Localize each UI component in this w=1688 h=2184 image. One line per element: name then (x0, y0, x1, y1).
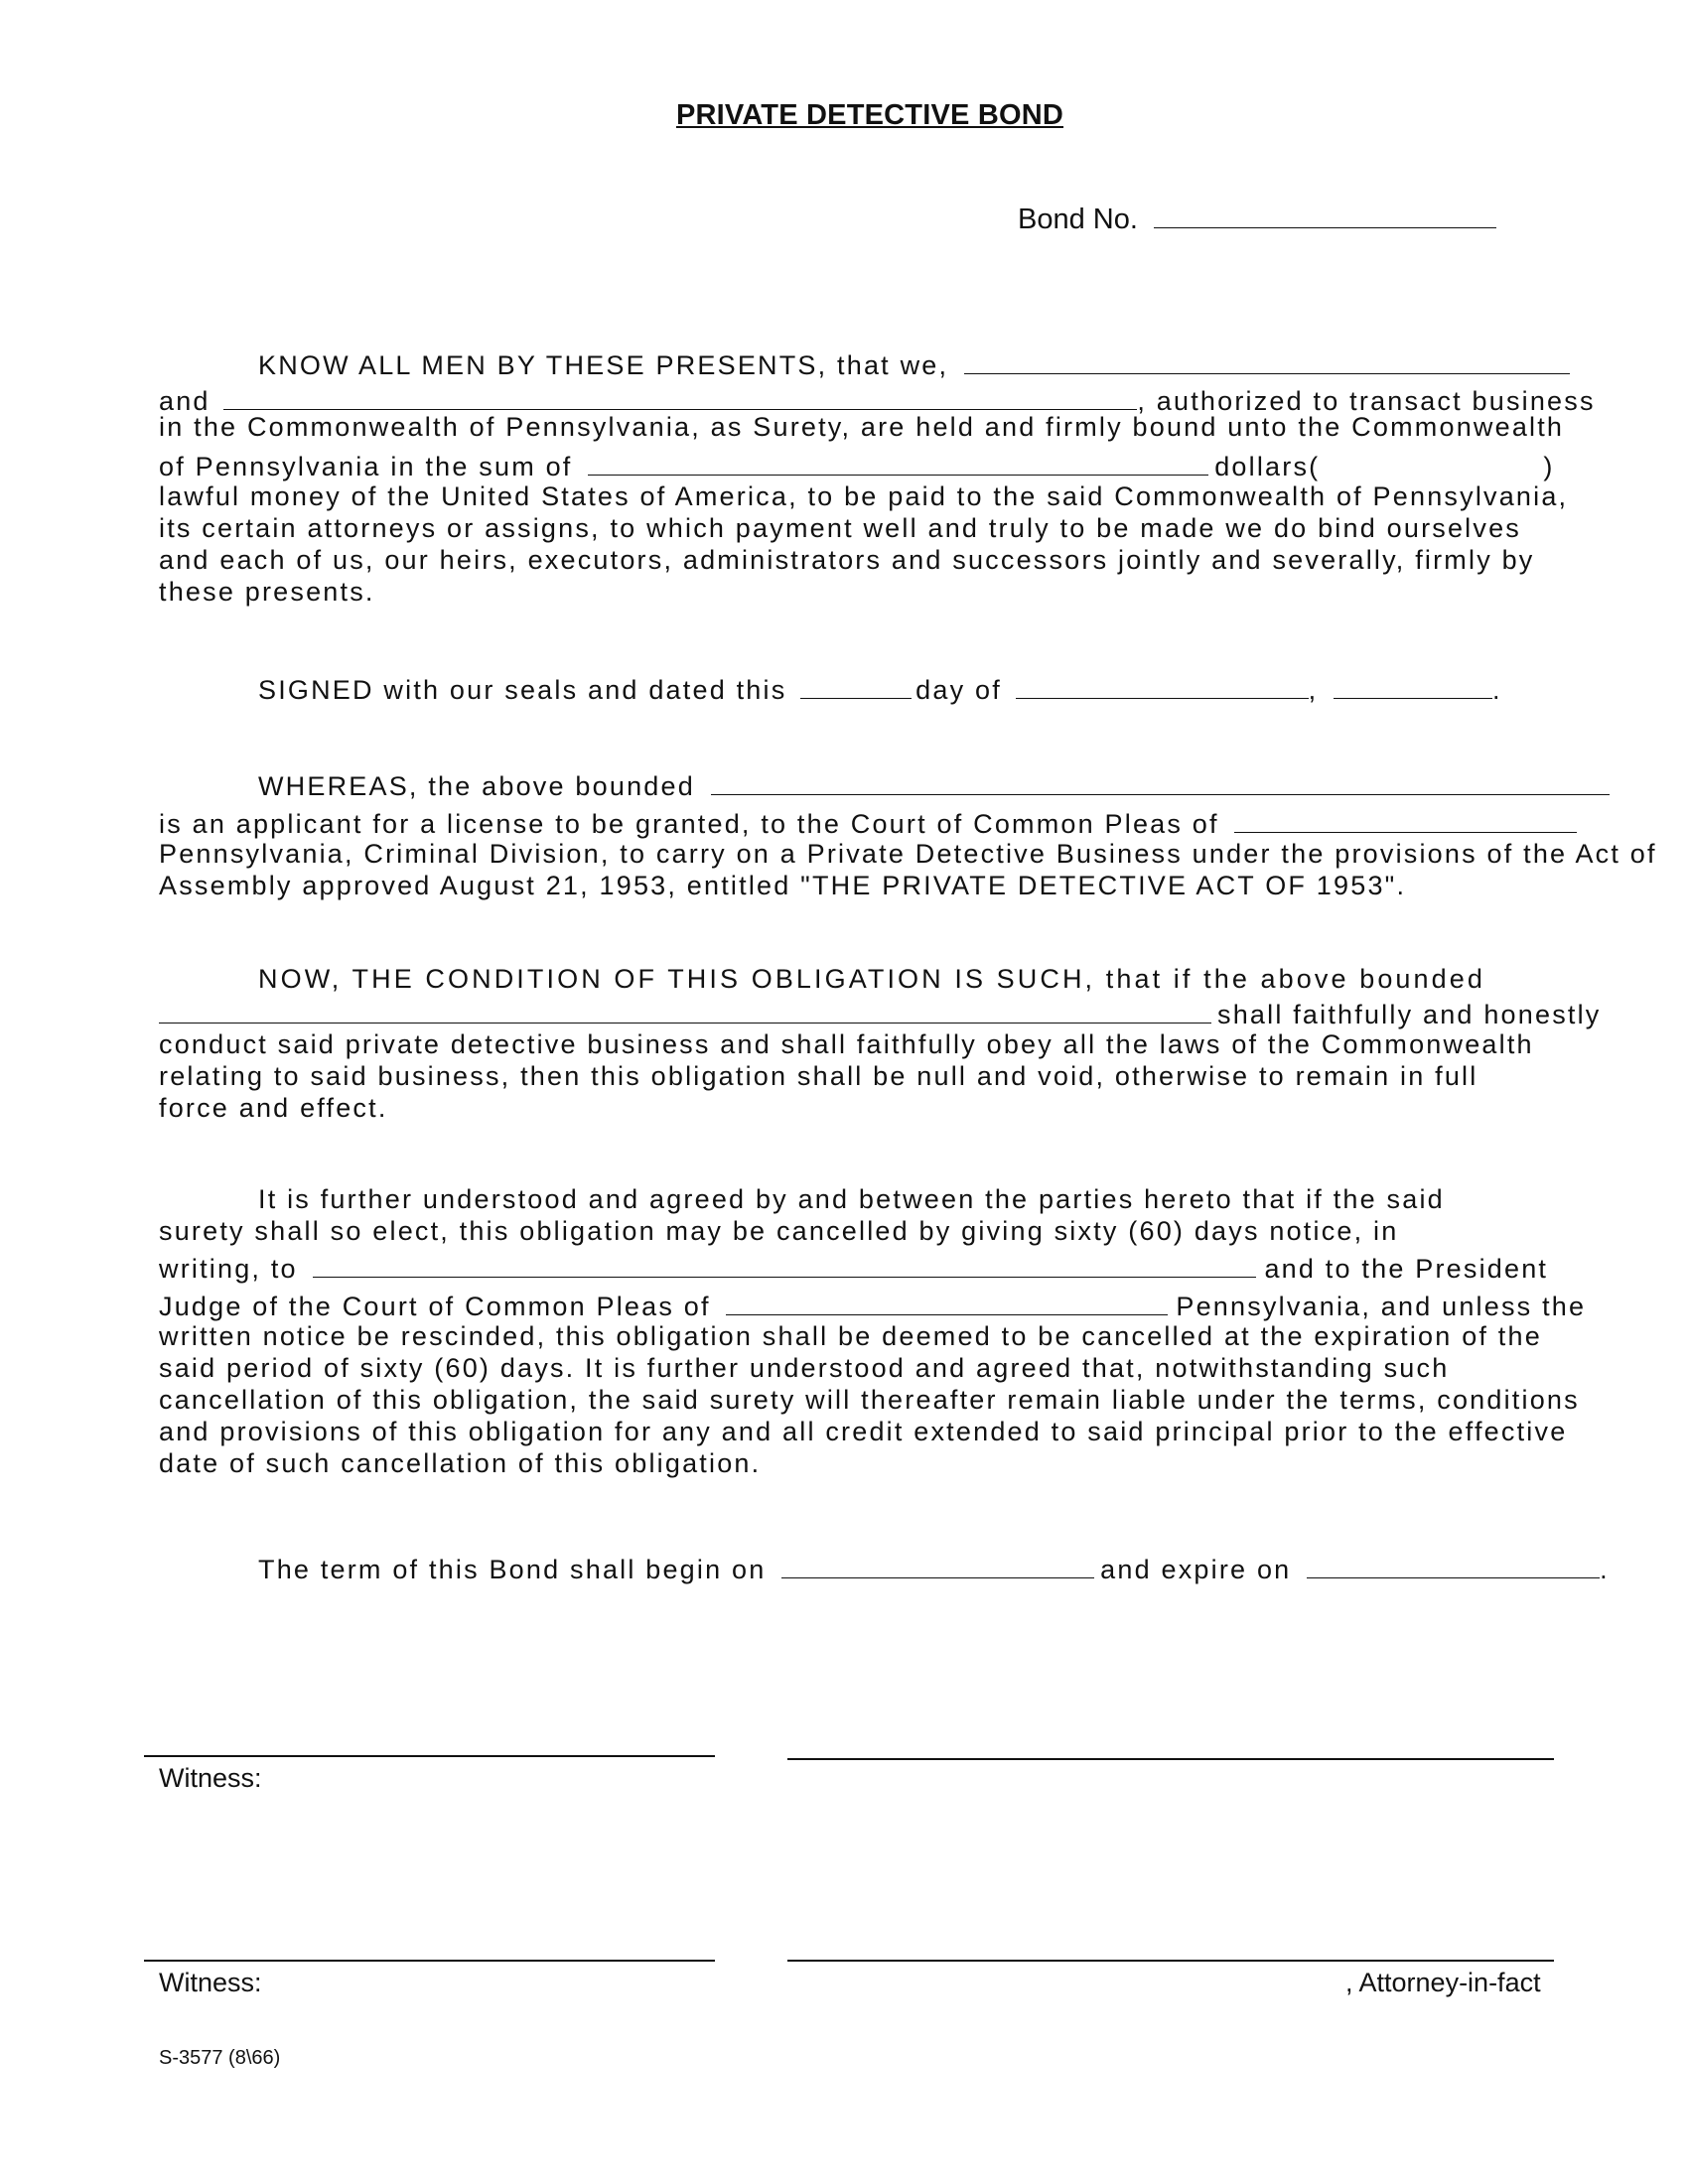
witness-label-1: Witness: (159, 1763, 262, 1793)
paragraph-text: date of such cancellation of this obligation. (159, 1448, 762, 1478)
paragraph-text: Assembly approved August 21, 1953, entitled "THE PRIVATE DETECTIVE ACT OF 1953". (159, 871, 1407, 900)
paragraph-text: and each of us, our heirs, executors, administrators and successors jointly and severally, firmly by (159, 545, 1535, 575)
paragraph-text: of Pennsylvania in the sum of (159, 452, 573, 481)
principal-name-field[interactable] (964, 347, 1570, 374)
paragraph-text: writing, to (159, 1254, 298, 1284)
court-county-field[interactable] (726, 1289, 1168, 1315)
bond-number-label: Bond No. (1018, 204, 1138, 235)
paragraph-text: Pennsylvania, and unless the (1176, 1292, 1587, 1321)
paragraph-text: said period of sixty (60) days. It is further understood and agreed that, notwithstanding such (159, 1353, 1450, 1383)
year-field[interactable] (1334, 672, 1492, 699)
paragraph-text: It is further understood and agreed by and between the parties hereto that if the said (258, 1184, 1445, 1214)
witness-signature-line-1[interactable] (144, 1755, 715, 1757)
bond-amount-words-field[interactable] (588, 449, 1208, 476)
paragraph-text: . (1492, 675, 1502, 705)
paragraph-text: is an applicant for a license to be granted, to the Court of Common Pleas of (159, 809, 1219, 839)
applicant-name-field[interactable] (711, 768, 1610, 795)
paragraph-text: shall faithfully and honestly (1217, 1000, 1602, 1029)
paragraph-text: , authorized to transact business (1137, 386, 1596, 416)
paragraph-text: conduct said private detective business and shall faithfully obey all the laws of the Commonwealth (159, 1029, 1534, 1059)
paragraph-text: its certain attorneys or assigns, to which payment well and truly to be made we do bind ourselves (159, 513, 1521, 543)
day-field[interactable] (800, 672, 912, 699)
paragraph-text: NOW, THE CONDITION OF THIS OBLIGATION IS SUCH, that if the above bounded (258, 964, 1486, 994)
paragraph-text: and to the President (1264, 1254, 1549, 1284)
month-field[interactable] (1016, 672, 1309, 699)
attorney-in-fact-label: , Attorney-in-fact (1345, 1968, 1541, 1997)
county-field[interactable] (1234, 806, 1577, 833)
principal-name-field-2[interactable] (159, 997, 1211, 1024)
paragraph-text: Pennsylvania, Criminal Division, to carry on a Private Detective Business under the provisions of the Act of (159, 839, 1657, 869)
paragraph-text: Judge of the Court of Common Pleas of (159, 1292, 711, 1321)
surety-name-field[interactable] (223, 383, 1137, 410)
term-start-field[interactable] (781, 1552, 1094, 1578)
witness-label-2: Witness: (159, 1968, 262, 1997)
bond-number-field[interactable] (1154, 202, 1496, 228)
paragraph-text: surety shall so elect, this obligation may be cancelled by giving sixty (60) days notice, in (159, 1216, 1399, 1246)
paragraph-text: dollars( (1214, 452, 1321, 481)
witness-signature-line-2[interactable] (144, 1960, 715, 1962)
paragraph-text: and (159, 386, 211, 416)
notice-recipient-field[interactable] (313, 1251, 1256, 1278)
paragraph-text: SIGNED with our seals and dated this (258, 675, 787, 705)
paragraph-text: these presents. (159, 577, 375, 607)
paragraph-text: . (1600, 1555, 1610, 1584)
paragraph-text: day of (915, 675, 1002, 705)
paragraph-text: and provisions of this obligation for any and all credit extended to said principal prior to the effective (159, 1417, 1568, 1446)
paragraph-text: force and effect. (159, 1093, 388, 1123)
principal-signature-line[interactable] (787, 1758, 1554, 1760)
form-number: S-3577 (8\66) (159, 2047, 281, 2069)
term-end-field[interactable] (1307, 1552, 1600, 1578)
paragraph-text: KNOW ALL MEN BY THESE PRESENTS, that we, (258, 350, 949, 380)
paragraph-text: cancellation of this obligation, the said surety will thereafter remain liable under the terms, conditions (159, 1385, 1580, 1415)
page-title: PRIVATE DETECTIVE BOND (675, 99, 1064, 131)
paragraph-text: lawful money of the United States of America, to be paid to the said Commonwealth of Pennsylvania, (159, 481, 1569, 511)
surety-signature-line[interactable] (787, 1960, 1554, 1962)
paragraph-text: ) (1543, 452, 1555, 481)
paragraph-text: written notice be rescinded, this obligation shall be deemed to be cancelled at the expiration of the (159, 1321, 1542, 1351)
paragraph-text: and expire on (1100, 1555, 1292, 1584)
paragraph-text: WHEREAS, the above bounded (258, 771, 695, 801)
paragraph-text: relating to said business, then this obligation shall be null and void, otherwise to remain in full (159, 1061, 1478, 1091)
paragraph-text: The term of this Bond shall begin on (258, 1555, 767, 1584)
bond-number-row (1018, 202, 1496, 236)
paragraph-text: in the Commonwealth of Pennsylvania, as Surety, are held and firmly bound unto the Commonwealth (159, 412, 1565, 442)
paragraph-text: , (1308, 675, 1319, 705)
